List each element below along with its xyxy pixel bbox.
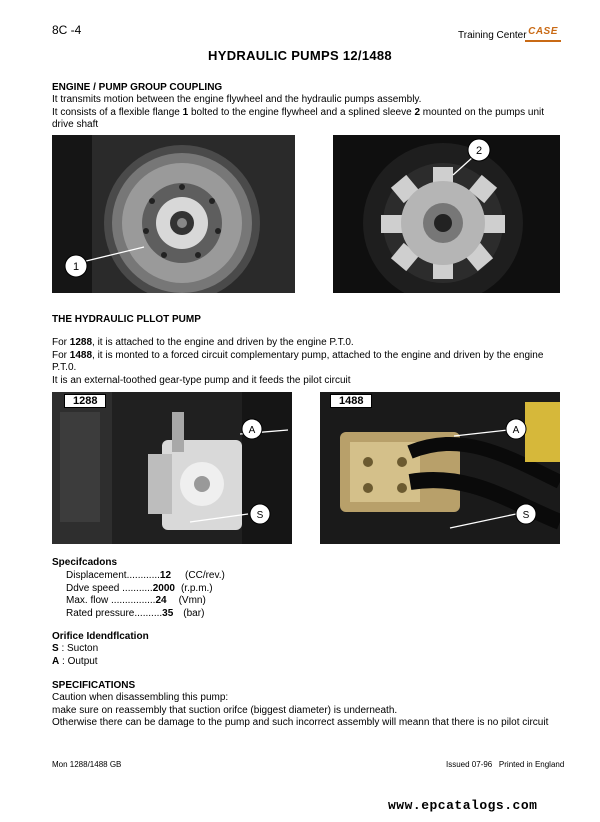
specs-heading: Specifcadons <box>52 557 118 568</box>
pump-1488-photo <box>320 392 560 544</box>
specifications-line-3: Otherwise there can be damage to the pump and such incorrect assembly will meann that there is no pilot circuit <box>52 717 549 728</box>
callout-a-1288: A <box>248 425 256 436</box>
training-center-label: Training Center <box>458 30 527 41</box>
callout-1: 1 <box>72 261 80 273</box>
pilot-line-3: It is an external-toothed gear-type pump and it feeds the pilot circuit <box>52 374 351 386</box>
watermark: www.epcatalogs.com <box>388 798 538 813</box>
coupling-line-2: It consists of a flexible flange 1 bolted to the engine flywheel and a splined sleeve 2 mounted on the pumps unit <box>52 106 545 118</box>
photo-label-1488: 1488 <box>330 394 372 408</box>
pilot-line-1: For 1288, it is attached to the engine and driven by the engine P.T.0. <box>52 337 354 348</box>
pump-1288-photo <box>52 392 292 544</box>
spec-row: Ddve speed ...........2000 (r.p.m.) <box>66 582 213 594</box>
callout-2: 2 <box>475 145 483 157</box>
page-code: 8C -4 <box>52 23 82 37</box>
orifice-list <box>52 643 98 668</box>
specs-list <box>66 570 225 620</box>
orifice-heading: Orifice Idendflcation <box>52 631 149 642</box>
orifice-suction: S : Sucton <box>52 643 99 654</box>
pilot-line-2: For 1488, it is monted to a forced circuit complementary pump, attached to the engine and driven by the engine <box>52 349 544 361</box>
spec-row: Max. flow ................24 (Vmn) <box>66 595 206 606</box>
specifications-line-2: make sure on reassembly that suction orifce (biggest diameter) is underneath. <box>52 704 398 716</box>
case-logo: CASE <box>525 26 561 42</box>
footer-left: Mon 1288/1488 GB <box>52 760 122 769</box>
pilot-text <box>52 337 582 387</box>
coupling-line-1: It transmits motion between the engine flywheel and the hydraulic pumps assembly. <box>52 94 422 105</box>
flywheel-photo <box>52 135 295 293</box>
callout-s-1488: S <box>522 510 530 521</box>
orifice-output: A : Output <box>52 655 98 667</box>
callout-a-1488: A <box>512 425 520 436</box>
specifications-heading: SPECIFICATIONS <box>52 680 136 691</box>
page-title: HYDRAULIC PUMPS 12/1488 <box>208 48 392 63</box>
footer-right: Issued 07-96 Printed in England <box>446 760 565 769</box>
sleeve-photo <box>333 135 560 293</box>
coupling-text <box>52 94 572 132</box>
specifications-line-1: Caution when disassembling this pump: <box>52 692 229 703</box>
photo-label-1288: 1288 <box>64 394 106 408</box>
pilot-heading: THE HYDRAULIC PLLOT PUMP <box>52 314 201 325</box>
specifications-text <box>52 692 582 730</box>
coupling-line-3: drive shaft <box>52 119 99 130</box>
pilot-line-2-cont: P.T.0. <box>52 362 77 373</box>
callout-s-1288: S <box>256 510 264 521</box>
spec-row: Rated pressure..........35 (bar) <box>66 607 205 619</box>
coupling-heading: ENGINE / PUMP GROUP COUPLING <box>52 82 223 93</box>
spec-row: Displacement............12 (CC/rev.) <box>66 570 225 581</box>
